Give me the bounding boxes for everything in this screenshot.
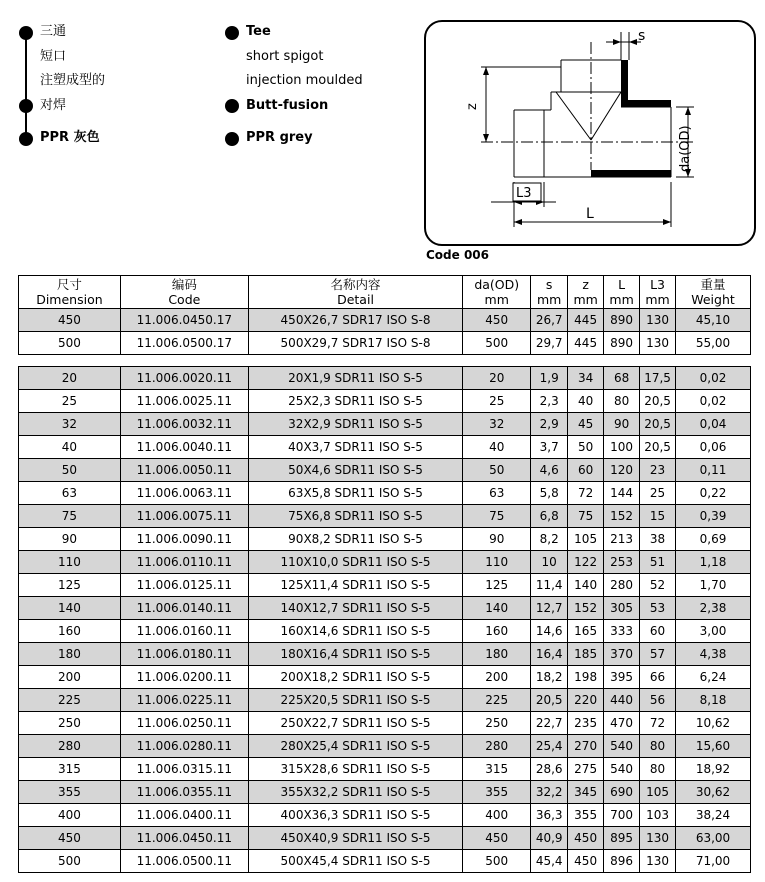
table-cell: 500X45,4 SDR11 ISO S-5 — [248, 850, 463, 873]
code-label: Code 006 — [426, 248, 490, 262]
table-cell: 140 — [19, 597, 121, 620]
table-cell: 470 — [604, 712, 640, 735]
table-cell: 32 — [463, 413, 531, 436]
table-cell: 280 — [463, 735, 531, 758]
table-cell: 11.006.0180.11 — [120, 643, 248, 666]
table-cell: 8,18 — [676, 689, 751, 712]
table-cell: 130 — [640, 850, 676, 873]
table-cell: 105 — [640, 781, 676, 804]
table-cell: 90X8,2 SDR11 ISO S-5 — [248, 528, 463, 551]
table-cell: 75 — [463, 505, 531, 528]
table-cell: 0,02 — [676, 367, 751, 390]
table-cell: 500X29,7 SDR17 ISO S-8 — [248, 332, 463, 355]
table-cell: 1,18 — [676, 551, 751, 574]
bullet-icon — [225, 132, 239, 146]
table-cell: 55,00 — [676, 332, 751, 355]
table-header — [19, 276, 751, 309]
table-cell: 45 — [568, 413, 604, 436]
header-row — [19, 276, 751, 309]
table-cell: 0,06 — [676, 436, 751, 459]
table-cell: 63,00 — [676, 827, 751, 850]
table-cell: 11.006.0500.17 — [120, 332, 248, 355]
table-cell: 225 — [19, 689, 121, 712]
table-cell: 20X1,9 SDR11 ISO S-5 — [248, 367, 463, 390]
table-cell: 450X26,7 SDR17 ISO S-8 — [248, 309, 463, 332]
table-cell: 896 — [604, 850, 640, 873]
table-cell: 180 — [19, 643, 121, 666]
table-row — [19, 804, 751, 827]
table-cell: 32,2 — [531, 781, 568, 804]
table-cell: 11.006.0032.11 — [120, 413, 248, 436]
table-cell: 11.006.0125.11 — [120, 574, 248, 597]
table-cell: 450 — [568, 827, 604, 850]
table-cell: 2,38 — [676, 597, 751, 620]
table-row — [19, 620, 751, 643]
table-cell: 305 — [604, 597, 640, 620]
table-cell: 10,62 — [676, 712, 751, 735]
legend-chinese — [14, 20, 204, 151]
table-cell: 5,8 — [531, 482, 568, 505]
table-cell: 12,7 — [531, 597, 568, 620]
legend-item-tee-cn: 三通 — [14, 20, 204, 45]
table-cell: 355X32,2 SDR11 ISO S-5 — [248, 781, 463, 804]
table-cell: 11.006.0225.11 — [120, 689, 248, 712]
table-cell: 25 — [19, 390, 121, 413]
table-cell: 4,38 — [676, 643, 751, 666]
table-row — [19, 482, 751, 505]
table-cell: 11.006.0450.11 — [120, 827, 248, 850]
table-cell: 140X12,7 SDR11 ISO S-5 — [248, 597, 463, 620]
table-cell: 450 — [568, 850, 604, 873]
table-cell: 63 — [463, 482, 531, 505]
table-row — [19, 758, 751, 781]
legend-english — [220, 20, 410, 151]
label-da: da(OD) — [678, 125, 693, 172]
table-cell: 198 — [568, 666, 604, 689]
table-cell: 72 — [640, 712, 676, 735]
table-cell: 500 — [19, 332, 121, 355]
table-cell: 11.006.0110.11 — [120, 551, 248, 574]
table-cell: 125 — [19, 574, 121, 597]
table-cell: 500 — [463, 850, 531, 873]
table-row — [19, 505, 751, 528]
table-cell: 140 — [568, 574, 604, 597]
table-cell: 2,9 — [531, 413, 568, 436]
table-cell: 130 — [640, 309, 676, 332]
table-cell: 355 — [19, 781, 121, 804]
table-cell: 500 — [463, 332, 531, 355]
table-cell: 120 — [604, 459, 640, 482]
table-cell: 395 — [604, 666, 640, 689]
table-cell: 50 — [568, 436, 604, 459]
table-cell: 63 — [19, 482, 121, 505]
table-cell: 25,4 — [531, 735, 568, 758]
bullet-icon — [19, 99, 33, 113]
column-header: da(OD) mm — [463, 276, 531, 309]
table-cell: 75X6,8 SDR11 ISO S-5 — [248, 505, 463, 528]
table-cell: 90 — [19, 528, 121, 551]
table-cell: 0,22 — [676, 482, 751, 505]
table-row — [19, 551, 751, 574]
table-row — [19, 827, 751, 850]
table-cell: 20 — [463, 367, 531, 390]
legend-item-moulded: injection moulded — [246, 73, 363, 88]
table-cell: 11.006.0050.11 — [120, 459, 248, 482]
legend-item-spigot: short spigot — [246, 48, 324, 64]
label-l3: L3 — [516, 186, 532, 201]
table-cell: 36,3 — [531, 804, 568, 827]
table-cell: 50 — [19, 459, 121, 482]
table-cell: 28,6 — [531, 758, 568, 781]
table-cell: 110 — [19, 551, 121, 574]
table-cell: 20 — [19, 367, 121, 390]
table-cell: 11.006.0160.11 — [120, 620, 248, 643]
table-cell: 11.006.0025.11 — [120, 390, 248, 413]
table-cell: 11.006.0400.11 — [120, 804, 248, 827]
table-cell: 10 — [531, 551, 568, 574]
bullet-icon — [225, 26, 239, 40]
table-cell: 0,04 — [676, 413, 751, 436]
table-cell: 315 — [19, 758, 121, 781]
table-cell: 0,11 — [676, 459, 751, 482]
table-cell: 11.006.0020.11 — [120, 367, 248, 390]
table-cell: 25X2,3 SDR11 ISO S-5 — [248, 390, 463, 413]
column-header: s mm — [531, 276, 568, 309]
table-row — [19, 712, 751, 735]
table-cell: 11.006.0315.11 — [120, 758, 248, 781]
table-cell: 890 — [604, 332, 640, 355]
table-cell: 355 — [463, 781, 531, 804]
group-separator — [19, 355, 751, 367]
table-cell: 11.006.0500.11 — [120, 850, 248, 873]
table-cell: 72 — [568, 482, 604, 505]
table-cell: 445 — [568, 332, 604, 355]
label-z: z — [465, 103, 480, 110]
table-cell: 370 — [604, 643, 640, 666]
table-cell: 130 — [640, 332, 676, 355]
table-cell: 11.006.0040.11 — [120, 436, 248, 459]
table-cell: 11.006.0250.11 — [120, 712, 248, 735]
table-cell: 275 — [568, 758, 604, 781]
table-cell: 253 — [604, 551, 640, 574]
table-cell: 160X14,6 SDR11 ISO S-5 — [248, 620, 463, 643]
table-cell: 60 — [568, 459, 604, 482]
table-cell: 3,00 — [676, 620, 751, 643]
table-cell: 200X18,2 SDR11 ISO S-5 — [248, 666, 463, 689]
bullet-icon — [19, 132, 33, 146]
table-cell: 280 — [604, 574, 640, 597]
spec-table — [18, 275, 751, 873]
table-cell: 22,7 — [531, 712, 568, 735]
table-cell: 1,9 — [531, 367, 568, 390]
table-cell: 60 — [640, 620, 676, 643]
table-cell: 280 — [19, 735, 121, 758]
table-cell: 2,3 — [531, 390, 568, 413]
table-row — [19, 332, 751, 355]
table-cell: 122 — [568, 551, 604, 574]
table-cell: 80 — [640, 735, 676, 758]
table-cell: 50X4,6 SDR11 ISO S-5 — [248, 459, 463, 482]
table-cell: 20,5 — [640, 390, 676, 413]
column-header: 名称内容 Detail — [248, 276, 463, 309]
table-cell: 180 — [463, 643, 531, 666]
tee-drawing-svg — [426, 22, 753, 243]
table-row — [19, 390, 751, 413]
table-cell: 400X36,3 SDR11 ISO S-5 — [248, 804, 463, 827]
table-row — [19, 528, 751, 551]
table-cell: 18,92 — [676, 758, 751, 781]
bullet-icon — [225, 99, 239, 113]
table-cell: 90 — [604, 413, 640, 436]
column-header: L mm — [604, 276, 640, 309]
table-row — [19, 689, 751, 712]
table-cell: 68 — [604, 367, 640, 390]
table-cell: 90 — [463, 528, 531, 551]
table-row — [19, 666, 751, 689]
table-cell: 38,24 — [676, 804, 751, 827]
table-cell: 110X10,0 SDR11 ISO S-5 — [248, 551, 463, 574]
table-cell: 71,00 — [676, 850, 751, 873]
table-cell: 450 — [19, 827, 121, 850]
table-cell: 333 — [604, 620, 640, 643]
table-cell: 56 — [640, 689, 676, 712]
table-cell: 50 — [463, 459, 531, 482]
table-cell: 11,4 — [531, 574, 568, 597]
table-row — [19, 643, 751, 666]
table-cell: 23 — [640, 459, 676, 482]
tee-technical-drawing — [424, 20, 756, 246]
table-cell: 16,4 — [531, 643, 568, 666]
table-cell: 40,9 — [531, 827, 568, 850]
table-cell: 445 — [568, 309, 604, 332]
table-cell: 250 — [463, 712, 531, 735]
table-cell: 895 — [604, 827, 640, 850]
table-cell: 200 — [19, 666, 121, 689]
table-cell: 11.006.0355.11 — [120, 781, 248, 804]
table-cell: 6,24 — [676, 666, 751, 689]
table-cell: 15,60 — [676, 735, 751, 758]
table-row — [19, 459, 751, 482]
table-cell: 200 — [463, 666, 531, 689]
table-cell: 32X2,9 SDR11 ISO S-5 — [248, 413, 463, 436]
table-cell: 225X20,5 SDR11 ISO S-5 — [248, 689, 463, 712]
column-header: 编码 Code — [120, 276, 248, 309]
table-cell: 235 — [568, 712, 604, 735]
table-cell: 20,5 — [640, 413, 676, 436]
column-header: 尺寸 Dimension — [19, 276, 121, 309]
table-cell: 29,7 — [531, 332, 568, 355]
table-cell: 14,6 — [531, 620, 568, 643]
table-cell: 152 — [604, 505, 640, 528]
table-cell: 17,5 — [640, 367, 676, 390]
table-cell: 0,39 — [676, 505, 751, 528]
table-cell: 690 — [604, 781, 640, 804]
table-cell: 57 — [640, 643, 676, 666]
table-row — [19, 574, 751, 597]
table-cell: 40 — [568, 390, 604, 413]
table-cell: 63X5,8 SDR11 ISO S-5 — [248, 482, 463, 505]
label-s: s — [638, 28, 646, 44]
legend-item-ppr-cn: PPR 灰色 — [14, 126, 204, 151]
table-cell: 103 — [640, 804, 676, 827]
table-cell: 450 — [463, 309, 531, 332]
table-cell: 315 — [463, 758, 531, 781]
column-header: L3 mm — [640, 276, 676, 309]
table-cell: 40X3,7 SDR11 ISO S-5 — [248, 436, 463, 459]
table-cell: 220 — [568, 689, 604, 712]
table-row — [19, 735, 751, 758]
table-cell: 125 — [463, 574, 531, 597]
table-cell: 11.006.0140.11 — [120, 597, 248, 620]
table-row — [19, 781, 751, 804]
table-row — [19, 413, 751, 436]
table-cell: 38 — [640, 528, 676, 551]
table-cell: 400 — [19, 804, 121, 827]
table-row — [19, 597, 751, 620]
bullet-icon — [19, 26, 33, 40]
table-cell: 80 — [640, 758, 676, 781]
table-row — [19, 367, 751, 390]
table-cell: 355 — [568, 804, 604, 827]
table-cell: 130 — [640, 827, 676, 850]
legend-item-spigot-cn: 短口 — [40, 48, 67, 64]
table-cell: 80 — [604, 390, 640, 413]
legend-item-butt-fusion: Butt-fusion — [220, 94, 410, 119]
table-cell: 34 — [568, 367, 604, 390]
table-cell: 11.006.0063.11 — [120, 482, 248, 505]
column-header: 重量 Weight — [676, 276, 751, 309]
table-cell: 500 — [19, 850, 121, 873]
table-cell: 66 — [640, 666, 676, 689]
table-cell: 450 — [19, 309, 121, 332]
table-row — [19, 850, 751, 873]
table-row — [19, 309, 751, 332]
table-cell: 0,69 — [676, 528, 751, 551]
table-body — [19, 309, 751, 873]
table-cell: 52 — [640, 574, 676, 597]
table-cell: 250X22,7 SDR11 ISO S-5 — [248, 712, 463, 735]
table-cell: 345 — [568, 781, 604, 804]
table-cell: 400 — [463, 804, 531, 827]
table-row — [19, 436, 751, 459]
table-cell: 11.006.0090.11 — [120, 528, 248, 551]
table-cell: 11.006.0450.17 — [120, 309, 248, 332]
table-cell: 180X16,4 SDR11 ISO S-5 — [248, 643, 463, 666]
table-cell: 4,6 — [531, 459, 568, 482]
table-cell: 18,2 — [531, 666, 568, 689]
table-cell: 6,8 — [531, 505, 568, 528]
table-cell: 165 — [568, 620, 604, 643]
table-cell: 700 — [604, 804, 640, 827]
table-cell: 440 — [604, 689, 640, 712]
table-cell: 26,7 — [531, 309, 568, 332]
table-cell: 75 — [568, 505, 604, 528]
table-cell: 140 — [463, 597, 531, 620]
table-cell: 15 — [640, 505, 676, 528]
table-cell: 213 — [604, 528, 640, 551]
table-cell: 45,10 — [676, 309, 751, 332]
table-cell: 125X11,4 SDR11 ISO S-5 — [248, 574, 463, 597]
table-cell: 45,4 — [531, 850, 568, 873]
table-cell: 315X28,6 SDR11 ISO S-5 — [248, 758, 463, 781]
table-cell: 280X25,4 SDR11 ISO S-5 — [248, 735, 463, 758]
table-cell: 225 — [463, 689, 531, 712]
table-cell: 144 — [604, 482, 640, 505]
table-cell: 540 — [604, 758, 640, 781]
table-cell: 110 — [463, 551, 531, 574]
table-cell: 40 — [463, 436, 531, 459]
table-cell: 20,5 — [531, 689, 568, 712]
table-cell: 25 — [463, 390, 531, 413]
legend-item-ppr: PPR grey — [220, 126, 410, 151]
table-cell: 40 — [19, 436, 121, 459]
table-cell: 450X40,9 SDR11 ISO S-5 — [248, 827, 463, 850]
legend-item-moulded-cn: 注塑成型的 — [40, 73, 106, 88]
table-cell: 185 — [568, 643, 604, 666]
table-cell: 53 — [640, 597, 676, 620]
table-cell: 152 — [568, 597, 604, 620]
legend-item-tee: Tee — [220, 20, 410, 45]
table-cell: 250 — [19, 712, 121, 735]
table-cell: 100 — [604, 436, 640, 459]
table-cell: 0,02 — [676, 390, 751, 413]
column-header: z mm — [568, 276, 604, 309]
legend-item-butt-fusion-cn: 对焊 — [14, 94, 204, 119]
label-l: L — [586, 206, 594, 222]
table-cell: 105 — [568, 528, 604, 551]
table-cell: 30,62 — [676, 781, 751, 804]
table-cell: 450 — [463, 827, 531, 850]
table-cell: 51 — [640, 551, 676, 574]
table-cell: 11.006.0200.11 — [120, 666, 248, 689]
table-cell: 11.006.0280.11 — [120, 735, 248, 758]
table-cell: 25 — [640, 482, 676, 505]
table-cell: 75 — [19, 505, 121, 528]
table-cell: 8,2 — [531, 528, 568, 551]
table-cell: 890 — [604, 309, 640, 332]
table-cell: 160 — [19, 620, 121, 643]
table-cell: 160 — [463, 620, 531, 643]
table-cell: 540 — [604, 735, 640, 758]
table-cell: 20,5 — [640, 436, 676, 459]
table-cell: 3,7 — [531, 436, 568, 459]
table-cell: 32 — [19, 413, 121, 436]
table-cell: 11.006.0075.11 — [120, 505, 248, 528]
table-cell: 1,70 — [676, 574, 751, 597]
table-cell: 270 — [568, 735, 604, 758]
